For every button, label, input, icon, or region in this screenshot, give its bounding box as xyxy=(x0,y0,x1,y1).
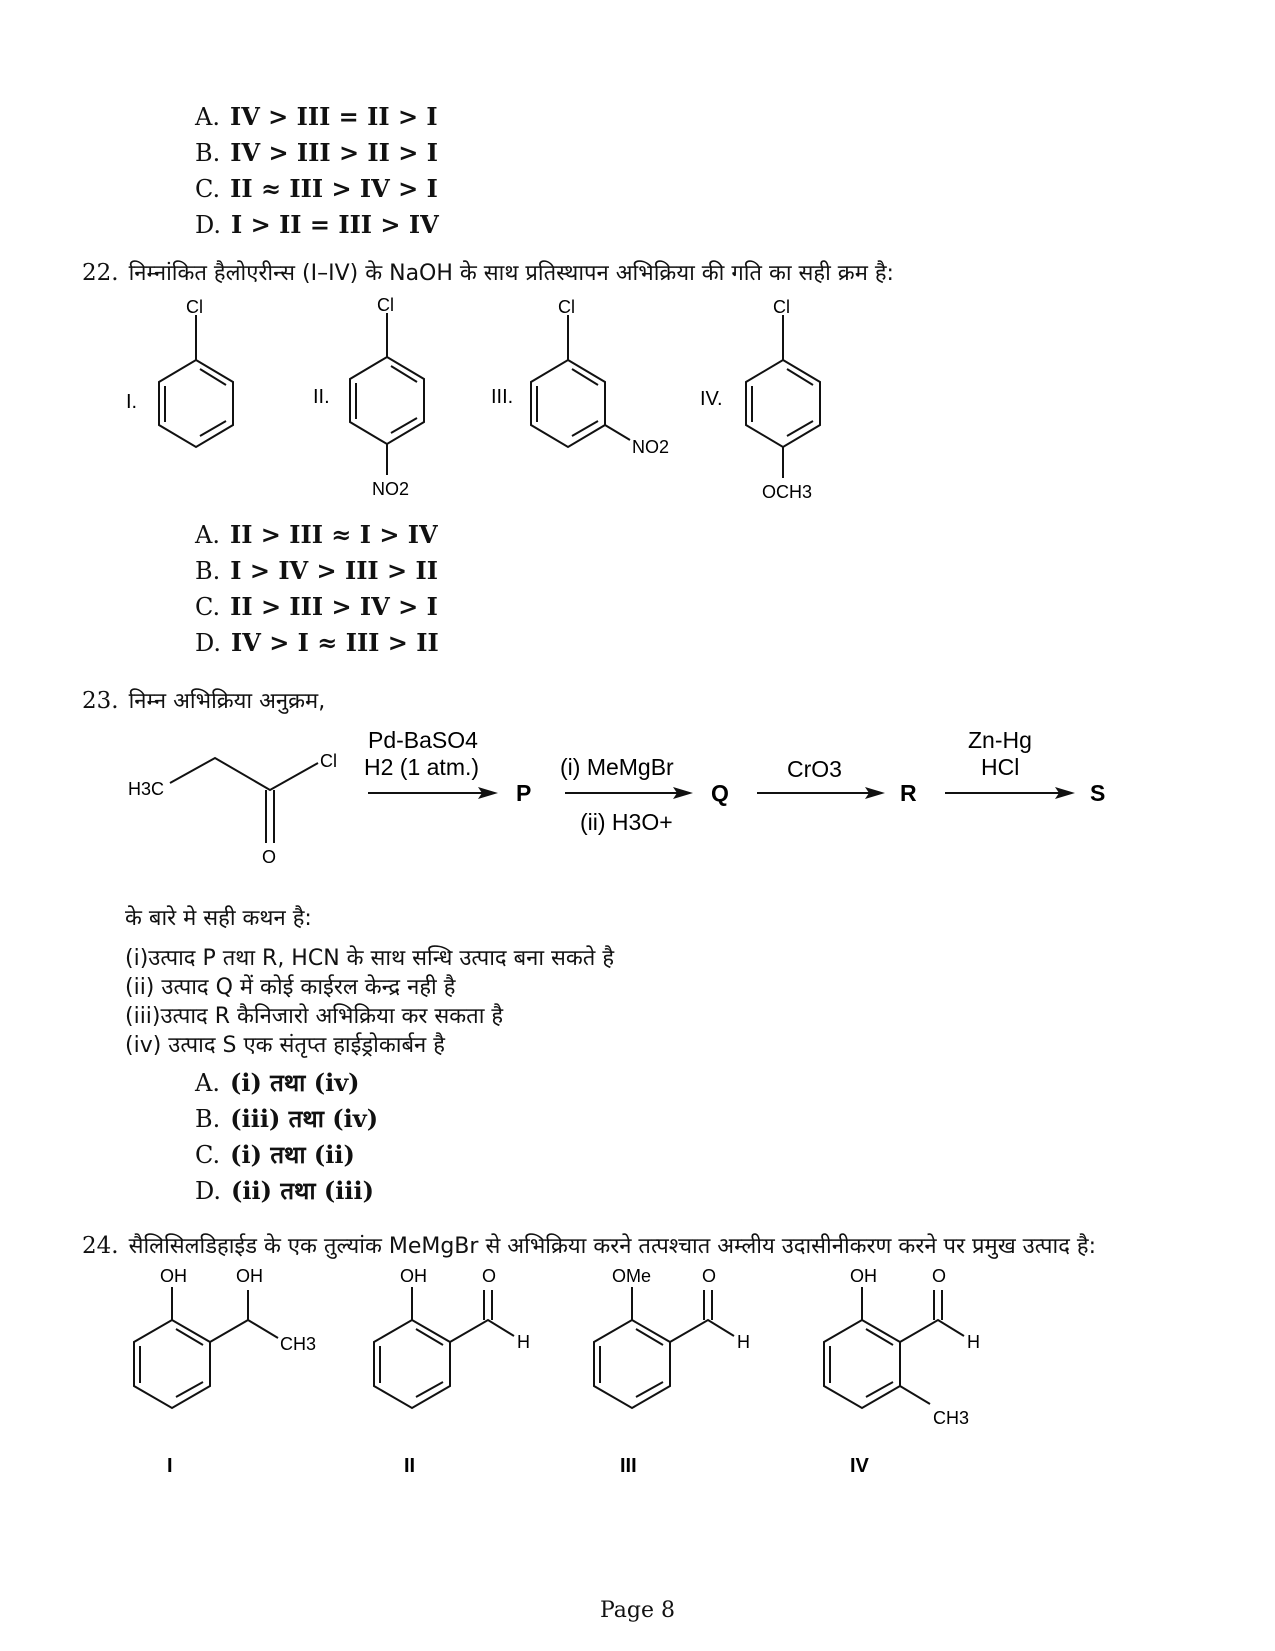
q24-question: 24. सैलिसिलडिहाईड के एक तुल्यांक MeMgBr से अभिक्रिया करने तत्पश्चात अम्लीय उदासीनीकरण करने पर प्रमुख उत्पाद है: xyxy=(82,1233,1096,1259)
q23-option-b: B. (iii) तथा (iv) xyxy=(195,1104,379,1133)
q23-step4-top1: Zn-Hg xyxy=(968,727,1032,753)
q21-option-d: D. I > II = III > IV xyxy=(195,210,439,239)
q24-ii-label: II xyxy=(404,1455,416,1477)
q22-i-label: I. xyxy=(126,391,138,413)
q24-iii-g1: OMe xyxy=(612,1266,652,1286)
q21-option-b: B. IV > III > II > I xyxy=(195,138,438,167)
q23-step4-top2: HCl xyxy=(981,754,1020,780)
q22-iv-top: Cl xyxy=(773,297,790,317)
q23-reactant-left: H3C xyxy=(128,779,165,799)
q23-step2-bottom: (ii) H3O+ xyxy=(580,809,673,835)
q23-question: 23. निम्न अभिक्रिया अनुक्रम, xyxy=(82,688,326,714)
q22-ii-label: II. xyxy=(313,386,330,408)
q24-iii-g2: O xyxy=(702,1266,717,1286)
q22-iii-top: Cl xyxy=(558,297,575,317)
q22-i-top: Cl xyxy=(186,297,203,317)
q23-reactant-o: O xyxy=(262,847,277,867)
q24-ii-g1: OH xyxy=(400,1266,427,1286)
q23-intro: के बारे मे सही कथन है: xyxy=(125,906,312,931)
q24-iii-g3: H xyxy=(737,1332,750,1352)
q24-i-label: I xyxy=(167,1455,173,1477)
q22-structures xyxy=(0,295,1275,515)
q24-iv-g3: H xyxy=(967,1332,980,1352)
q23-statement-1: (i)उत्पाद P तथा R, HCN के साथ सन्धि उत्पाद बना सकते है xyxy=(125,946,615,971)
q24-iii-label: III xyxy=(620,1455,637,1477)
q24-iv-label: IV xyxy=(850,1455,869,1477)
q23-statement-3: (iii)उत्पाद R कैनिजारो अभिक्रिया कर सकता है xyxy=(125,1004,504,1029)
q22-iii-sub: NO2 xyxy=(632,437,670,457)
q23-product-s: S xyxy=(1090,780,1106,806)
q24-i-g1: OH xyxy=(160,1266,187,1286)
q23-option-c: C. (i) तथा (ii) xyxy=(195,1140,355,1169)
q21-option-c: C. II ≈ III > IV > I xyxy=(195,174,438,203)
q23-statement-4: (iv) उत्पाद S एक संतृप्त हाईड्रोकार्बन है xyxy=(125,1033,445,1058)
q22-option-c: C. II > III > IV > I xyxy=(195,592,438,621)
q22-iv-sub: OCH3 xyxy=(762,482,813,502)
page-number: Page 8 xyxy=(599,1598,676,1623)
q23-product-q: Q xyxy=(711,780,729,806)
q23-product-r: R xyxy=(900,780,917,806)
q24-ii-g3: H xyxy=(517,1332,530,1352)
q24-i-g3: CH3 xyxy=(280,1334,317,1354)
q23-option-a: A. (i) तथा (iv) xyxy=(195,1068,360,1097)
q23-step1-top2: H2 (1 atm.) xyxy=(364,754,480,780)
q22-option-d: D. IV > I ≈ III > II xyxy=(195,628,439,657)
q22-option-b: B. I > IV > III > II xyxy=(195,556,438,585)
q24-iv-g2: O xyxy=(932,1266,947,1286)
q24-structures xyxy=(0,1262,1275,1492)
q24-ii-g2: O xyxy=(482,1266,497,1286)
q22-ii-top: Cl xyxy=(377,295,394,315)
q22-question: 22. निम्नांकित हैलोएरीन्स (I–IV) के NaOH के साथ प्रतिस्थापन अभिक्रिया की गति का सही क्रम है: xyxy=(82,260,894,286)
q23-step3-top: CrO3 xyxy=(787,756,842,782)
q24-iv-g4: CH3 xyxy=(933,1408,970,1428)
q22-iii-label: III. xyxy=(491,386,514,408)
q23-step2-top: (i) MeMgBr xyxy=(560,754,674,780)
q23-step1-top1: Pd-BaSO4 xyxy=(368,727,478,753)
q21-option-a: A. IV > III = II > I xyxy=(195,102,438,131)
q23-product-p: P xyxy=(516,780,532,806)
q22-option-a: A. II > III ≈ I > IV xyxy=(195,520,438,549)
q22-iv-label: IV. xyxy=(700,388,723,410)
q24-i-g2: OH xyxy=(236,1266,263,1286)
q23-reactant-cl: Cl xyxy=(320,751,337,771)
q23-statement-2: (ii) उत्पाद Q में कोई काईरल केन्द्र नही है xyxy=(125,975,456,1000)
q24-iv-g1: OH xyxy=(850,1266,877,1286)
q23-option-d: D. (ii) तथा (iii) xyxy=(195,1176,374,1205)
q22-ii-sub: NO2 xyxy=(372,479,410,499)
q23-reaction-scheme xyxy=(0,715,1275,880)
